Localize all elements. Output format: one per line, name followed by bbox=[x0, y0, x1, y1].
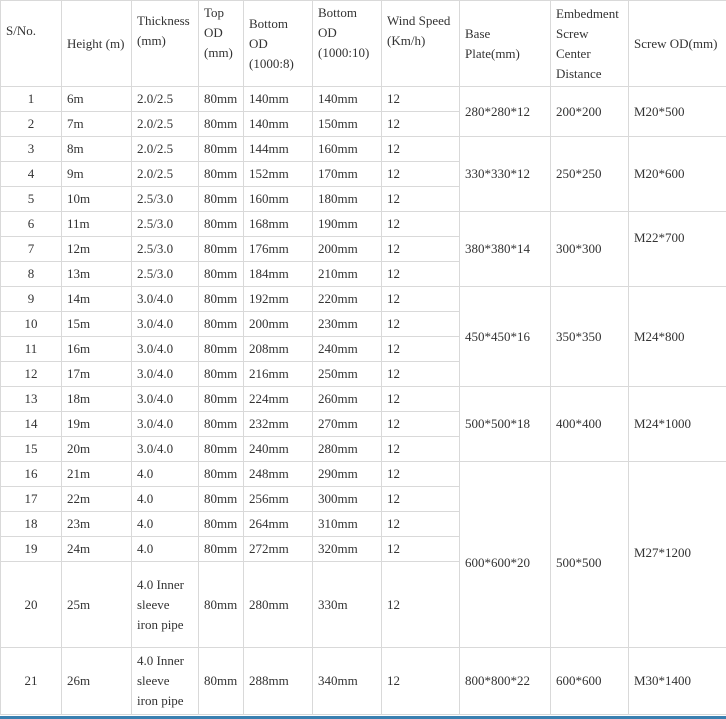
cell-sno: 17 bbox=[1, 487, 62, 512]
cell-bottom-od-8: 280mm bbox=[244, 562, 313, 648]
cell-thickness: 3.0/4.0 bbox=[132, 287, 199, 312]
header-embedment-distance: Embedment Screw Center Distance bbox=[551, 1, 629, 87]
cell-bottom-od-8: 208mm bbox=[244, 337, 313, 362]
cell-sno: 4 bbox=[1, 162, 62, 187]
cell-wind-speed: 12 bbox=[382, 412, 460, 437]
header-sno: S/No. bbox=[1, 1, 62, 87]
table-row bbox=[1, 387, 726, 412]
cell-sno: 19 bbox=[1, 537, 62, 562]
header-wind-speed: Wind Speed (Km/h) bbox=[382, 1, 460, 87]
cell-bottom-od-10: 310mm bbox=[313, 512, 382, 537]
cell-top-od: 80mm bbox=[199, 112, 244, 137]
cell-height: 7m bbox=[62, 112, 132, 137]
cell-top-od: 80mm bbox=[199, 487, 244, 512]
cell-bottom-od-8: 168mm bbox=[244, 212, 313, 237]
cell-sno: 7 bbox=[1, 237, 62, 262]
cell-height: 25m bbox=[62, 562, 132, 648]
cell-bottom-od-10: 190mm bbox=[313, 212, 382, 237]
cell-top-od: 80mm bbox=[199, 187, 244, 212]
cell-height: 22m bbox=[62, 487, 132, 512]
cell-bottom-od-10: 200mm bbox=[313, 237, 382, 262]
cell-sno: 3 bbox=[1, 137, 62, 162]
cell-wind-speed: 12 bbox=[382, 648, 460, 715]
header-height: Height (m) bbox=[62, 1, 132, 87]
cell-bottom-od-10: 240mm bbox=[313, 337, 382, 362]
cell-height: 8m bbox=[62, 137, 132, 162]
cell-bottom-od-8: 184mm bbox=[244, 262, 313, 287]
cell-top-od: 80mm bbox=[199, 387, 244, 412]
cell-bottom-od-8: 140mm bbox=[244, 87, 313, 112]
cell-sno: 21 bbox=[1, 648, 62, 715]
cell-sno: 11 bbox=[1, 337, 62, 362]
cell-height: 12m bbox=[62, 237, 132, 262]
cell-bottom-od-8: 200mm bbox=[244, 312, 313, 337]
cell-screw-od: M24*800 bbox=[629, 287, 726, 387]
cell-base-plate: 280*280*12 bbox=[460, 87, 551, 137]
cell-screw-od: M20*500 bbox=[629, 87, 726, 137]
cell-bottom-od-8: 224mm bbox=[244, 387, 313, 412]
cell-embedment-distance: 200*200 bbox=[551, 87, 629, 137]
cell-sno: 5 bbox=[1, 187, 62, 212]
cell-thickness: 3.0/4.0 bbox=[132, 337, 199, 362]
cell-top-od: 80mm bbox=[199, 562, 244, 648]
cell-bottom-od-8: 192mm bbox=[244, 287, 313, 312]
cell-bottom-od-8: 288mm bbox=[244, 648, 313, 715]
cell-sno: 10 bbox=[1, 312, 62, 337]
cell-thickness: 2.5/3.0 bbox=[132, 262, 199, 287]
cell-height: 19m bbox=[62, 412, 132, 437]
cell-thickness: 2.0/2.5 bbox=[132, 162, 199, 187]
cell-bottom-od-10: 290mm bbox=[313, 462, 382, 487]
cell-wind-speed: 12 bbox=[382, 537, 460, 562]
cell-thickness: 4.0 Inner sleeve iron pipe bbox=[132, 648, 199, 715]
cell-wind-speed: 12 bbox=[382, 187, 460, 212]
cell-height: 21m bbox=[62, 462, 132, 487]
cell-bottom-od-8: 264mm bbox=[244, 512, 313, 537]
cell-top-od: 80mm bbox=[199, 362, 244, 387]
cell-height: 11m bbox=[62, 212, 132, 237]
cell-top-od: 80mm bbox=[199, 137, 244, 162]
header-row bbox=[1, 1, 726, 87]
cell-embedment-distance: 300*300 bbox=[551, 212, 629, 287]
cell-top-od: 80mm bbox=[199, 212, 244, 237]
cell-top-od: 80mm bbox=[199, 412, 244, 437]
cell-top-od: 80mm bbox=[199, 462, 244, 487]
cell-sno: 1 bbox=[1, 87, 62, 112]
cell-height: 15m bbox=[62, 312, 132, 337]
cell-bottom-od-10: 150mm bbox=[313, 112, 382, 137]
cell-bottom-od-10: 250mm bbox=[313, 362, 382, 387]
header-top-od: Top OD (mm) bbox=[199, 1, 244, 87]
cell-height: 14m bbox=[62, 287, 132, 312]
cell-base-plate: 330*330*12 bbox=[460, 137, 551, 212]
cell-screw-od: M30*1400 bbox=[629, 648, 726, 715]
cell-height: 23m bbox=[62, 512, 132, 537]
cell-wind-speed: 12 bbox=[382, 512, 460, 537]
cell-thickness: 4.0 bbox=[132, 537, 199, 562]
cell-wind-speed: 12 bbox=[382, 212, 460, 237]
cell-wind-speed: 12 bbox=[382, 487, 460, 512]
cell-screw-od: M22*700 bbox=[629, 212, 726, 287]
cell-bottom-od-8: 152mm bbox=[244, 162, 313, 187]
cell-bottom-od-10: 140mm bbox=[313, 87, 382, 112]
cell-base-plate: 500*500*18 bbox=[460, 387, 551, 462]
cell-bottom-od-8: 232mm bbox=[244, 412, 313, 437]
cell-thickness: 4.0 Inner sleeve iron pipe bbox=[132, 562, 199, 648]
header-bottom-od-8: Bottom OD (1000:8) bbox=[244, 1, 313, 87]
cell-top-od: 80mm bbox=[199, 287, 244, 312]
cell-thickness: 4.0 bbox=[132, 512, 199, 537]
cell-sno: 12 bbox=[1, 362, 62, 387]
cell-bottom-od-8: 176mm bbox=[244, 237, 313, 262]
cell-thickness: 2.5/3.0 bbox=[132, 187, 199, 212]
cell-wind-speed: 12 bbox=[382, 387, 460, 412]
cell-screw-od: M20*600 bbox=[629, 137, 726, 212]
cell-bottom-od-8: 216mm bbox=[244, 362, 313, 387]
cell-top-od: 80mm bbox=[199, 437, 244, 462]
cell-top-od: 80mm bbox=[199, 162, 244, 187]
cell-wind-speed: 12 bbox=[382, 337, 460, 362]
cell-bottom-od-8: 160mm bbox=[244, 187, 313, 212]
cell-bottom-od-10: 230mm bbox=[313, 312, 382, 337]
cell-top-od: 80mm bbox=[199, 337, 244, 362]
cell-thickness: 4.0 bbox=[132, 462, 199, 487]
cell-bottom-od-10: 300mm bbox=[313, 487, 382, 512]
cell-bottom-od-10: 320mm bbox=[313, 537, 382, 562]
cell-height: 24m bbox=[62, 537, 132, 562]
cell-bottom-od-10: 180mm bbox=[313, 187, 382, 212]
table-row bbox=[1, 137, 726, 162]
cell-top-od: 80mm bbox=[199, 262, 244, 287]
cell-wind-speed: 12 bbox=[382, 162, 460, 187]
cell-wind-speed: 12 bbox=[382, 112, 460, 137]
cell-wind-speed: 12 bbox=[382, 262, 460, 287]
cell-height: 26m bbox=[62, 648, 132, 715]
table-row bbox=[1, 212, 726, 237]
cell-bottom-od-10: 210mm bbox=[313, 262, 382, 287]
cell-embedment-distance: 400*400 bbox=[551, 387, 629, 462]
cell-thickness: 3.0/4.0 bbox=[132, 387, 199, 412]
cell-thickness: 3.0/4.0 bbox=[132, 362, 199, 387]
cell-embedment-distance: 600*600 bbox=[551, 648, 629, 715]
cell-height: 20m bbox=[62, 437, 132, 462]
header-thickness: Thickness (mm) bbox=[132, 1, 199, 87]
table-row bbox=[1, 87, 726, 112]
cell-top-od: 80mm bbox=[199, 512, 244, 537]
cell-top-od: 80mm bbox=[199, 237, 244, 262]
table-row bbox=[1, 462, 726, 487]
cell-bottom-od-8: 248mm bbox=[244, 462, 313, 487]
cell-bottom-od-10: 330m bbox=[313, 562, 382, 648]
cell-sno: 16 bbox=[1, 462, 62, 487]
cell-thickness: 3.0/4.0 bbox=[132, 312, 199, 337]
cell-bottom-od-10: 260mm bbox=[313, 387, 382, 412]
cell-height: 13m bbox=[62, 262, 132, 287]
cell-sno: 6 bbox=[1, 212, 62, 237]
cell-thickness: 2.0/2.5 bbox=[132, 112, 199, 137]
cell-bottom-od-8: 140mm bbox=[244, 112, 313, 137]
cell-bottom-od-8: 144mm bbox=[244, 137, 313, 162]
cell-bottom-od-10: 270mm bbox=[313, 412, 382, 437]
cell-wind-speed: 12 bbox=[382, 137, 460, 162]
cell-sno: 9 bbox=[1, 287, 62, 312]
cell-embedment-distance: 250*250 bbox=[551, 137, 629, 212]
cell-bottom-od-8: 272mm bbox=[244, 537, 313, 562]
cell-thickness: 2.0/2.5 bbox=[132, 137, 199, 162]
cell-base-plate: 450*450*16 bbox=[460, 287, 551, 387]
cell-height: 6m bbox=[62, 87, 132, 112]
table-row bbox=[1, 648, 726, 715]
cell-wind-speed: 12 bbox=[382, 362, 460, 387]
cell-height: 9m bbox=[62, 162, 132, 187]
cell-top-od: 80mm bbox=[199, 312, 244, 337]
cell-bottom-od-8: 240mm bbox=[244, 437, 313, 462]
cell-wind-speed: 12 bbox=[382, 562, 460, 648]
cell-thickness: 4.0 bbox=[132, 487, 199, 512]
cell-sno: 15 bbox=[1, 437, 62, 462]
cell-sno: 2 bbox=[1, 112, 62, 137]
cell-wind-speed: 12 bbox=[382, 462, 460, 487]
cell-bottom-od-8: 256mm bbox=[244, 487, 313, 512]
header-screw-od: Screw OD(mm) bbox=[629, 1, 726, 87]
cell-height: 16m bbox=[62, 337, 132, 362]
cell-thickness: 3.0/4.0 bbox=[132, 412, 199, 437]
cell-bottom-od-10: 340mm bbox=[313, 648, 382, 715]
cell-top-od: 80mm bbox=[199, 87, 244, 112]
cell-thickness: 2.5/3.0 bbox=[132, 237, 199, 262]
cell-bottom-od-10: 170mm bbox=[313, 162, 382, 187]
cell-wind-speed: 12 bbox=[382, 87, 460, 112]
cell-embedment-distance: 500*500 bbox=[551, 462, 629, 648]
cell-screw-od: M27*1200 bbox=[629, 462, 726, 648]
cell-sno: 14 bbox=[1, 412, 62, 437]
cell-thickness: 3.0/4.0 bbox=[132, 437, 199, 462]
cell-base-plate: 380*380*14 bbox=[460, 212, 551, 287]
cell-thickness: 2.0/2.5 bbox=[132, 87, 199, 112]
cell-embedment-distance: 350*350 bbox=[551, 287, 629, 387]
cell-screw-od: M24*1000 bbox=[629, 387, 726, 462]
cell-sno: 18 bbox=[1, 512, 62, 537]
header-bottom-od-10: Bottom OD (1000:10) bbox=[313, 1, 382, 87]
cell-height: 10m bbox=[62, 187, 132, 212]
cell-sno: 8 bbox=[1, 262, 62, 287]
cell-top-od: 80mm bbox=[199, 648, 244, 715]
cell-bottom-od-10: 280mm bbox=[313, 437, 382, 462]
cell-sno: 20 bbox=[1, 562, 62, 648]
cell-wind-speed: 12 bbox=[382, 237, 460, 262]
cell-thickness: 2.5/3.0 bbox=[132, 212, 199, 237]
cell-bottom-od-10: 220mm bbox=[313, 287, 382, 312]
cell-height: 18m bbox=[62, 387, 132, 412]
cell-top-od: 80mm bbox=[199, 537, 244, 562]
cell-base-plate: 800*800*22 bbox=[460, 648, 551, 715]
table-row bbox=[1, 287, 726, 312]
cell-height: 17m bbox=[62, 362, 132, 387]
cell-wind-speed: 12 bbox=[382, 287, 460, 312]
header-base-plate: Base Plate(mm) bbox=[460, 1, 551, 87]
cell-wind-speed: 12 bbox=[382, 437, 460, 462]
cell-base-plate: 600*600*20 bbox=[460, 462, 551, 648]
cell-sno: 13 bbox=[1, 387, 62, 412]
cell-wind-speed: 12 bbox=[382, 312, 460, 337]
cell-bottom-od-10: 160mm bbox=[313, 137, 382, 162]
